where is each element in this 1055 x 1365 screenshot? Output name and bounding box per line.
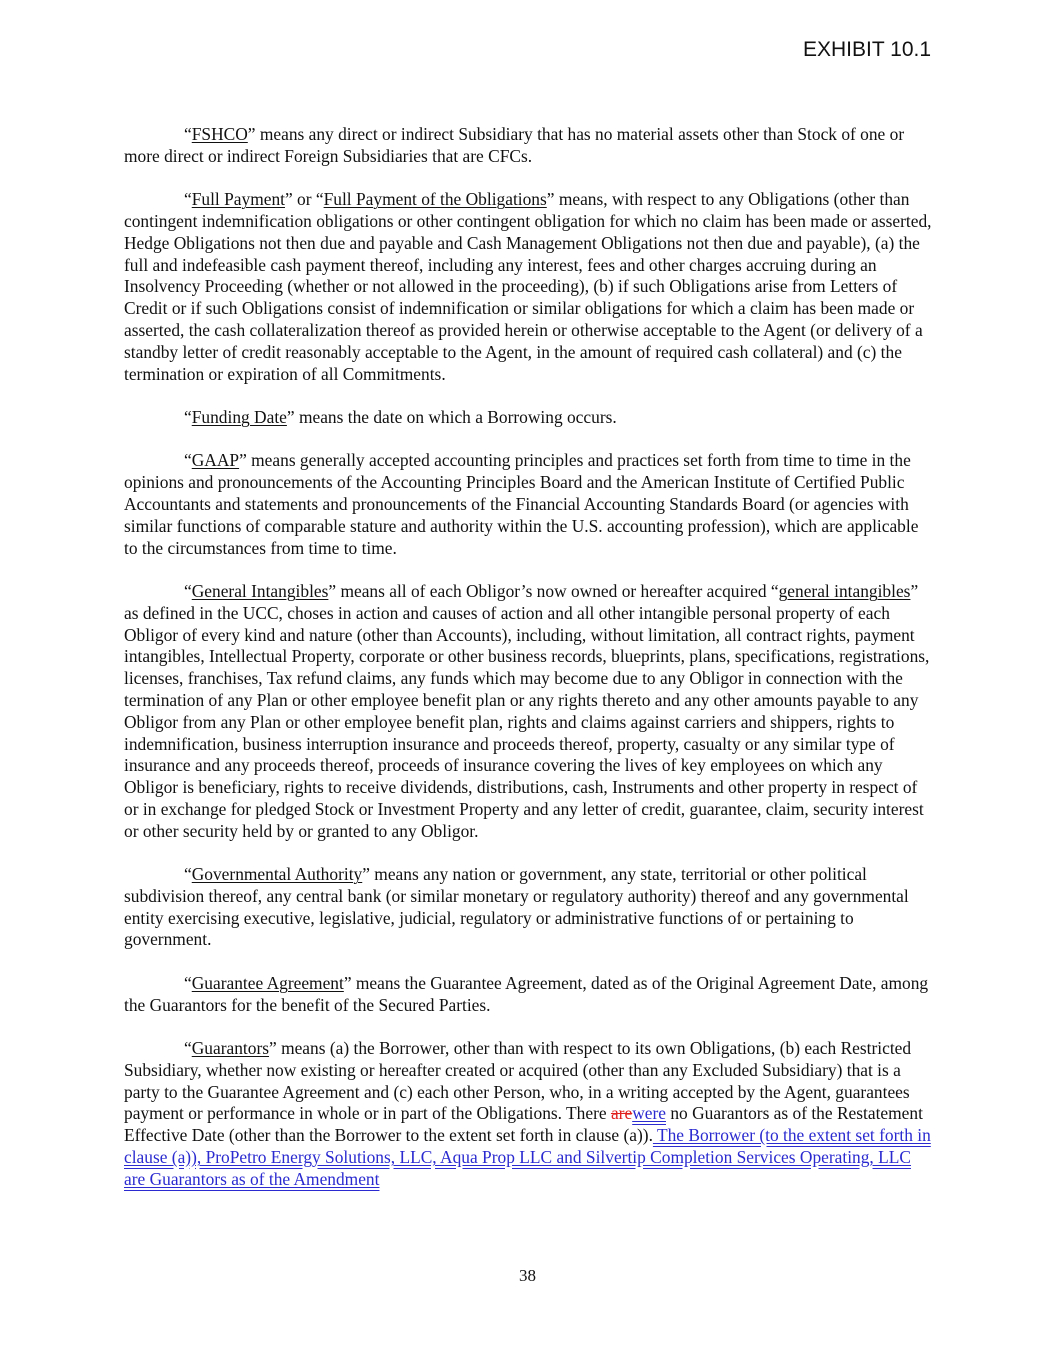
definition-text: ” means the Guarantee Agreement, dated as of the Original Agreement Date, among the Guarantors for the benefit of the Secured Parties.: [124, 972, 929, 1015]
inserted-text: The Borrower (to the extent set forth in clause (a)), ProPetro Energy Solutions, LLC, Aqua Prop LLC and Silvertip Completion Services Operating, LLC are Guarantors as of the Amendment: [124, 1125, 931, 1189]
defined-term: General Intangibles: [191, 580, 329, 601]
definition-guarantee-agreement: “Guarantee Agreement” means the Guarantee Agreement, dated as of the Original Agreement Date, among the Guarantors for the benefit of the Secured Parties.: [124, 972, 929, 1015]
definition-text: ” as defined in the UCC, choses in action and causes of action and all other intangible personal property of each Obligor of every kind and nature (other than Accounts), including, without limitation, all contract rights, payment intangibles, Intellectual Property, corporate or other business records, blueprints, plans, specifications, registrations, licenses, franchises, Tax refund claims, any funds which may become due to any Obligor in connection with the termination of any Plan or other employee benefit plan or any rights thereto and any other amounts payable to any Obligor from any Plan or other employee benefit plan, rights and claims against carriers and shippers, rights to indemnification, business interruption insurance and proceeds thereof, property, casualty or any similar type of insurance and any proceeds thereof, proceeds of insurance covering the lives of key employees on which any Obligor is beneficiary, rights to receive dividends, distributions, cash, Instruments and other property in respect of or in exchange for pledged Stock or Investment Property and any letter of credit, guarantee, claim, security interest or other security held by or granted to any Obligor.: [124, 580, 930, 841]
definition-gaap: “GAAP” means generally accepted accounting principles and practices set forth from time to time in the opinions and pronouncements of the Accounting Principles Board and the American Institute of Certified Public Accountants and statements and pronouncements of the Financial Accounting Standards Board (or agencies with similar functions of comparable stature and authority within the U.S. accounting profession), which are applicable to the circumstances from time to time.: [124, 450, 919, 558]
defined-term: Guarantee Agreement: [191, 972, 344, 993]
defined-term: GAAP: [191, 450, 240, 471]
definition-funding-date: “Funding Date” means the date on which a Borrowing occurs.: [184, 406, 617, 427]
exhibit-label: EXHIBIT 10.1: [803, 38, 932, 61]
definition-text: ” means (a) the Borrower, other than with respect to its own Obligations, (b) each Restricted Subsidiary, whether now existing or hereafter created or acquired (other than any Excluded Subsidiary) that is a party to the Guarantee Agreement and (c) each other Person, who, in a writing accepted by the Agent, guarantees payment or performance in whole or in part of the Obligations. There: [124, 1038, 912, 1124]
defined-term: Governmental Authority: [191, 864, 363, 885]
deleted-text: are: [610, 1103, 633, 1124]
definition-general-intangibles: “General Intangibles” means all of each Obligor’s now owned or hereafter acquired “general intangibles” as defined in the UCC, choses in action and causes of action and all other intangible personal property of each Obligor of every kind and nature (other than Accounts), including, without limitation, all contract rights, payment intangibles, Intellectual Property, corporate or other business records, blueprints, plans, specifications, registrations, licenses, franchises, Tax refund claims, any funds which may become due to any Obligor in connection with the termination of any Plan or other employee benefit plan or any rights thereto and any other amounts payable to any Obligor from any Plan or other employee benefit plan, rights and claims against carriers and shippers, rights to indemnification, business interruption insurance and proceeds thereof, property, casualty or any similar type of insurance and any proceeds thereof, proceeds of insurance covering the lives of key employees on which any Obligor is beneficiary, rights to receive dividends, distributions, cash, Instruments and other property in respect of or in exchange for pledged Stock or Investment Property and any letter of credit, guarantee, claim, security interest or other security held by or granted to any Obligor.: [124, 580, 930, 841]
definition-text: ” means any direct or indirect Subsidiary that has no material assets other than Stock of one or more direct or indirect Foreign Subsidiaries that are CFCs.: [124, 124, 905, 166]
definition-text: no Guarantors as of the Restatement Effective Date (other than the Borrower to the extent set forth in clause (a)).: [124, 1103, 923, 1146]
definition-text: ” means generally accepted accounting principles and practices set forth from time to time in the opinions and pronouncements of the Accounting Principles Board and the American Institute of Certified Public Accountants and statements and pronouncements of the Financial Accounting Standards Board (or agencies with similar functions of comparable stature and authority within the U.S. accounting profession), which are applicable to the circumstances from time to time.: [124, 450, 919, 558]
defined-term: general intangibles: [778, 580, 911, 601]
document-body: [124, 124, 932, 1212]
definition-governmental-authority: “Governmental Authority” means any nation or government, any state, territorial or other political subdivision thereof, any central bank (or similar monetary or regulatory authority) thereof and any governmental entity exercising executive, legislative, judicial, regulatory or administrative functions of or pertaining to government.: [124, 864, 909, 950]
defined-term: Guarantors: [191, 1038, 269, 1059]
page-number: 38: [519, 1266, 536, 1285]
defined-term: Full Payment of the Obligations: [323, 189, 547, 210]
inserted-text: were: [632, 1103, 666, 1124]
definition-guarantors: “Guarantors” means (a) the Borrower, other than with respect to its own Obligations, (b) each Restricted Subsidiary, whether now existing or hereafter created or acquired (other than any Excluded Subsidiary) that is a party to the Guarantee Agreement and (c) each other Person, who, in a writing accepted by the Agent, guarantees payment or performance in whole or in part of the Obligations. There arewere no Guarantors as of the Restatement Effective Date (other than the Borrower to the extent set forth in clause (a)). The Borrower (to the extent set forth in clause (a)), ProPetro Energy Solutions, LLC, Aqua Prop LLC and Silvertip Completion Services Operating, LLC are Guarantors as of the Amendment: [124, 1038, 931, 1189]
definition-text: ” means the date on which a Borrowing occurs.: [286, 406, 617, 427]
defined-term: Funding Date: [191, 406, 287, 427]
definition-full-payment: “Full Payment” or “Full Payment of the Obligations” means, with respect to any Obligations (other than contingent indemnification obligations or other contingent obligation for which no claim has been made or asserted, Hedge Obligations not then due and payable and Cash Management Obligations not then due and payable), (a) the full and indefeasible cash payment thereof, including any interest, fees and other charges accruing during an Insolvency Proceeding (whether or not allowed in the proceeding), (b) if such Obligations arise from Letters of Credit or if such Obligations consist of indemnification or similar obligations for which a claim has been made or asserted, the cash collateralization thereof as provided herein or otherwise acceptable to the Agent (or delivery of a standby letter of credit reasonably acceptable to the Agent, in the amount of required cash collateral) and (c) the termination or expiration of all Commitments.: [124, 189, 932, 384]
definition-text: ” means, with respect to any Obligations (other than contingent indemnification obligations or other contingent obligation for which no claim has been made or asserted, Hedge Obligations not then due and payable and Cash Management Obligations not then due and payable), (a) the full and indefeasible cash payment thereof, including any interest, fees and other charges accruing during an Insolvency Proceeding (whether or not allowed in the proceeding), (b) if such Obligations arise from Letters of Credit or if such Obligations consist of indemnification or similar obligations for which a claim has been made or asserted, the cash collateralization thereof as provided herein or otherwise acceptable to the Agent (or delivery of a standby letter of credit reasonably acceptable to the Agent, in the amount of required cash collateral) and (c) the termination or expiration of all Commitments.: [124, 189, 932, 384]
definition-text: ” means any nation or government, any state, territorial or other political subdivision thereof, any central bank (or similar monetary or regulatory authority) thereof and any governmental entity exercising executive, legislative, judicial, regulatory or administrative functions of or pertaining to government.: [124, 864, 909, 950]
defined-term: FSHCO: [191, 124, 248, 144]
definition-connector: ” means all of each Obligor’s now owned or hereafter acquired “: [328, 580, 779, 601]
definition-fshco: “FSHCO” means any direct or indirect Subsidiary that has no material assets other than Stock of one or more direct or indirect Foreign Subsidiaries that are CFCs.: [124, 124, 905, 166]
definition-connector: ” or “: [284, 189, 324, 210]
defined-term: Full Payment: [191, 189, 285, 210]
